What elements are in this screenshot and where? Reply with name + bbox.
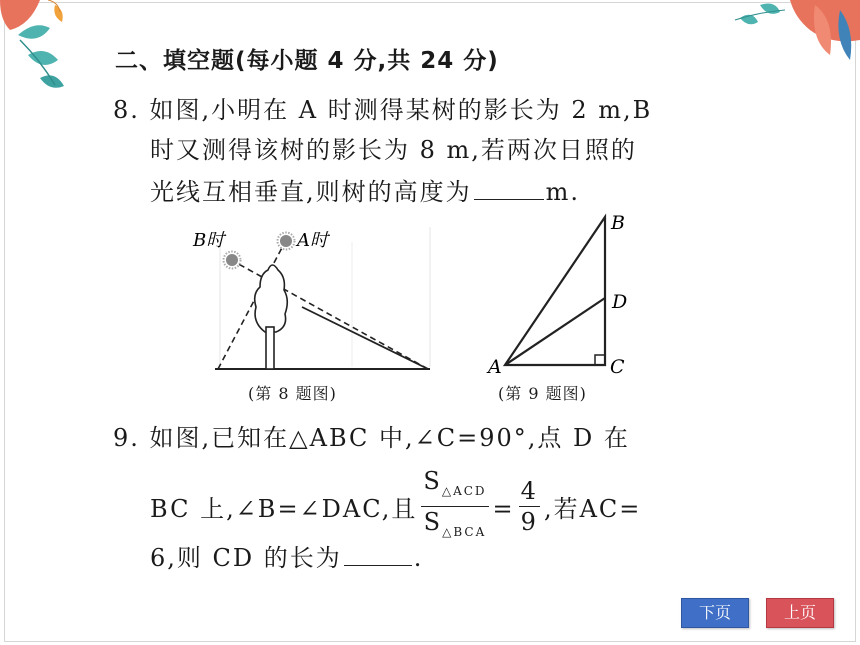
q9-line-3-text: 6,则 CD 的长为 xyxy=(150,544,342,572)
fig9-caption: (第 9 题图) xyxy=(498,384,587,403)
fig8-ray-b-solid xyxy=(302,307,428,369)
q8-answer-blank[interactable] xyxy=(474,177,544,200)
prev-page-button[interactable]: 上页 xyxy=(766,598,834,628)
fig8-label-b: B时 xyxy=(193,230,225,251)
segment-ad xyxy=(505,298,605,365)
frac1-den: S xyxy=(423,507,443,536)
q8-line-3-text: 光线互相垂直,则树的高度为 xyxy=(150,178,472,206)
next-page-button[interactable]: 下页 xyxy=(681,598,749,628)
triangle-abc xyxy=(505,217,605,365)
tree-trunk-icon xyxy=(266,327,274,369)
right-angle-mark-icon xyxy=(595,355,605,365)
q9-line-1: 9. 如图,已知在△ABC 中,∠C=90°,点 D 在 xyxy=(113,424,630,452)
fig8-caption: (第 8 题图) xyxy=(248,384,337,403)
frac1-den-sub: △BCA xyxy=(442,524,487,539)
fig9-label-a: A xyxy=(488,356,502,378)
q9-line-3 xyxy=(150,538,423,573)
sun-a-icon xyxy=(280,235,292,247)
frac2-den: 9 xyxy=(520,507,538,536)
area-ratio-fraction xyxy=(421,466,488,547)
figure-8 xyxy=(190,222,440,382)
leaf-decoration-right-icon xyxy=(730,0,860,70)
fig9-label-c: C xyxy=(610,356,625,378)
q8-line-3-unit: m. xyxy=(545,178,581,206)
frac2-num: 4 xyxy=(520,476,538,505)
frac1-num: S xyxy=(423,467,442,495)
q8-line-3 xyxy=(150,172,580,207)
leaf-decoration-left-icon xyxy=(0,0,80,90)
q8-line-1: 8. 如图,小明在 A 时测得某树的影长为 2 m,B xyxy=(113,96,653,124)
q8-line-2: 时又测得该树的影长为 8 m,若两次日照的 xyxy=(150,136,637,164)
figure-9 xyxy=(485,205,645,380)
section-heading: 二、填空题(每小题 4 分,共 24 分) xyxy=(115,48,499,74)
frac1-num-sub: △ACD xyxy=(441,483,487,498)
q9-answer-blank[interactable] xyxy=(344,543,412,566)
sun-b-icon xyxy=(226,254,238,266)
fig9-label-d: D xyxy=(612,291,628,313)
q9-line-3-end: . xyxy=(413,544,424,572)
value-fraction xyxy=(519,476,540,537)
q9-line-2-text: BC 上,∠B=∠DAC,且 xyxy=(150,494,418,523)
fig8-label-a: A时 xyxy=(297,230,328,251)
q9-line-2-tail: ,若AC= xyxy=(543,494,642,523)
equals-sign: = xyxy=(492,494,515,523)
fig9-label-b: B xyxy=(611,212,625,234)
